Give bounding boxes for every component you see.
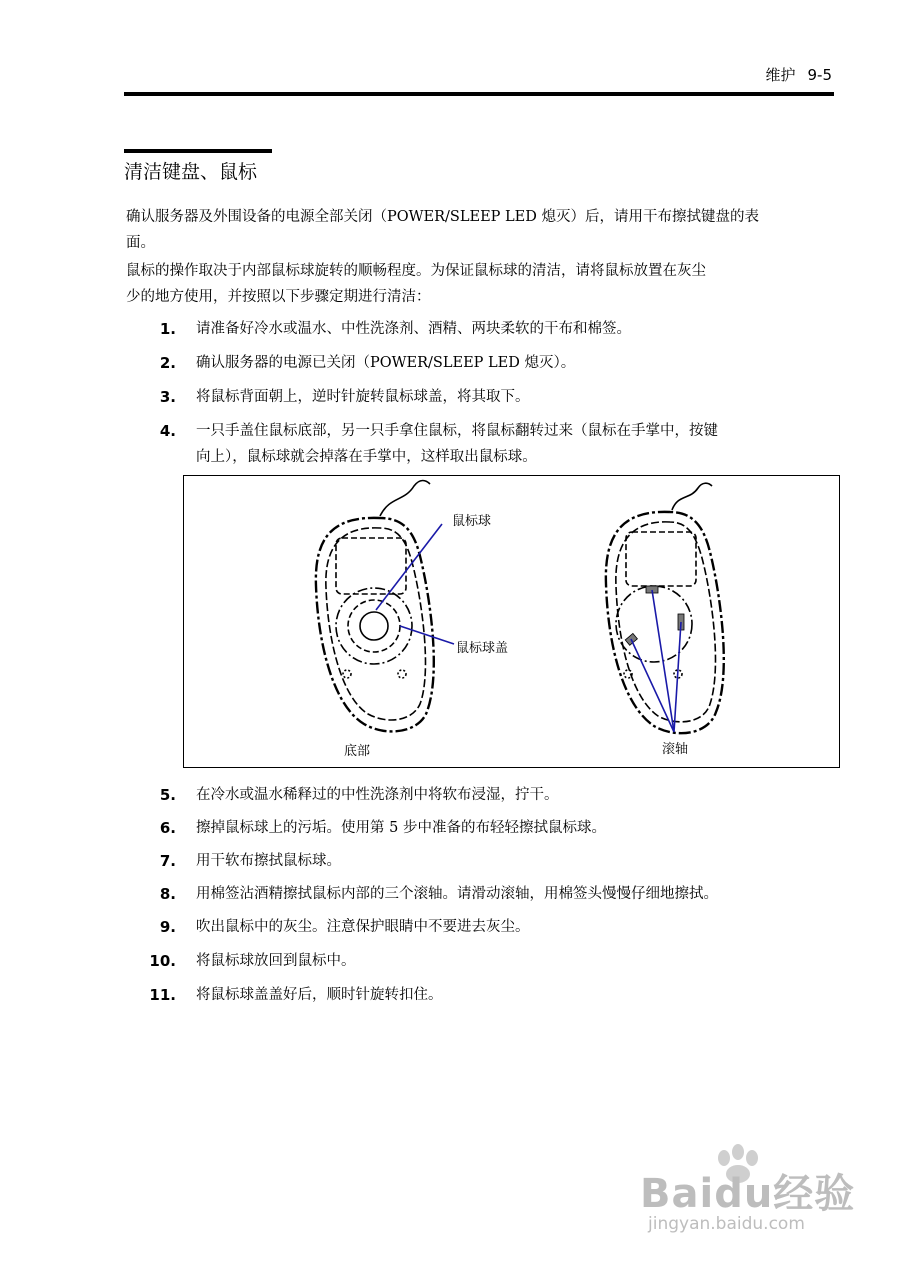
step-line: 将鼠标球盖盖好后，顺时针旋转扣住。	[196, 987, 443, 1003]
paragraph-2-line-2: 少的地方使用，并按照以下步骤定期进行清洁：	[126, 289, 431, 305]
step-number: 1.	[159, 320, 176, 338]
header-page-number: 9-5	[807, 66, 832, 84]
baidu-watermark	[640, 1150, 860, 1250]
left-mouse-inner-shell	[326, 528, 426, 720]
watermark-url: jingyan.baidu.com	[648, 1214, 805, 1234]
section-title: 清洁键盘、鼠标	[124, 161, 258, 183]
step-text	[196, 914, 836, 940]
label-roller: 滚轴	[662, 742, 689, 757]
step-line: 吹出鼠标中的灰尘。注意保护眼睛中不要进去灰尘。	[196, 919, 530, 935]
mouse-diagram-drawing	[184, 476, 839, 767]
step-number: 8.	[159, 885, 176, 903]
step-number: 4.	[159, 422, 176, 440]
header-rule	[124, 92, 834, 96]
left-mouse-cable	[380, 481, 430, 517]
page-header	[124, 62, 834, 98]
step-text	[196, 316, 836, 342]
mouse-diagram	[183, 475, 840, 768]
step-text	[196, 881, 836, 907]
step-line: 将鼠标背面朝上，逆时针旋转鼠标球盖，将其取下。	[196, 389, 530, 405]
header-chapter: 维护	[765, 66, 796, 84]
step-line: 一只手盖住鼠标底部，另一只手拿住鼠标，将鼠标翻转过来（鼠标在手掌中，按键	[196, 423, 718, 439]
step-number: 7.	[159, 852, 176, 870]
left-mouse-cover-ring	[348, 600, 400, 652]
step-text	[196, 982, 836, 1008]
step-line: 将鼠标球放回到鼠标中。	[196, 953, 356, 969]
label-ball-cover: 鼠标球盖	[456, 641, 509, 656]
label-mouse-ball: 鼠标球	[452, 514, 492, 529]
step-text	[196, 350, 836, 376]
step-line: 用棉签沾酒精擦拭鼠标内部的三个滚轴。请滑动滚轴，用棉签头慢慢仔细地擦拭。	[196, 886, 718, 902]
step-line: 向上），鼠标球就会掉落在手掌中，这样取出鼠标球。	[196, 449, 537, 465]
step-number: 9.	[159, 918, 176, 936]
left-mouse-ball	[360, 612, 388, 640]
step-line: 在冷水或温水稀释过的中性洗涤剂中将软布浸湿，拧干。	[196, 787, 559, 803]
step-text	[196, 848, 836, 874]
paragraph-2-line-1: 鼠标的操作取决于内部鼠标球旋转的顺畅程度。为保证鼠标球的清洁，请将鼠标放置在灰尘	[126, 263, 706, 279]
pointer-ball	[376, 524, 442, 610]
step-line: 擦掉鼠标球上的污垢。使用第 5 步中准备的布轻轻擦拭鼠标球。	[196, 820, 606, 836]
left-mouse-outer-shell	[316, 518, 434, 732]
step-number: 11.	[149, 986, 176, 1004]
right-mouse-outer-shell	[606, 512, 724, 733]
step-text	[196, 384, 836, 410]
step-line: 确认服务器的电源已关闭（POWER/SLEEP LED 熄灭）。	[196, 355, 576, 371]
header-text	[765, 64, 832, 85]
step-text	[196, 948, 836, 974]
step-number: 3.	[159, 388, 176, 406]
right-mouse-top-panel	[626, 532, 696, 586]
right-mouse-cable	[672, 483, 712, 510]
step-line: 用干软布擦拭鼠标球。	[196, 853, 341, 869]
step-number: 2.	[159, 354, 176, 372]
step-text	[196, 418, 836, 470]
pointer-cover	[400, 626, 454, 644]
section-rule	[124, 149, 272, 153]
left-mouse-foot-right	[398, 670, 406, 678]
pointer-roller-2	[652, 590, 674, 732]
paragraph-2	[126, 258, 838, 310]
step-text	[196, 815, 836, 841]
step-number: 10.	[149, 952, 176, 970]
paragraph-1-line-2: 面。	[126, 235, 155, 251]
left-mouse-foot-left	[343, 670, 351, 678]
label-bottom: 底部	[344, 744, 371, 759]
paragraph-1-line-1: 确认服务器及外围设备的电源全部关闭（POWER/SLEEP LED 熄灭）后，请用干布擦拭键盘的表	[126, 209, 759, 225]
right-mouse-inner-shell	[616, 522, 716, 722]
step-text	[196, 782, 836, 808]
paragraph-1	[126, 204, 838, 256]
watermark-logo: Baidu经验	[640, 1171, 856, 1217]
step-number: 6.	[159, 819, 176, 837]
step-line: 请准备好冷水或温水、中性洗涤剂、酒精、两块柔软的干布和棉签。	[196, 321, 631, 337]
step-number: 5.	[159, 786, 176, 804]
